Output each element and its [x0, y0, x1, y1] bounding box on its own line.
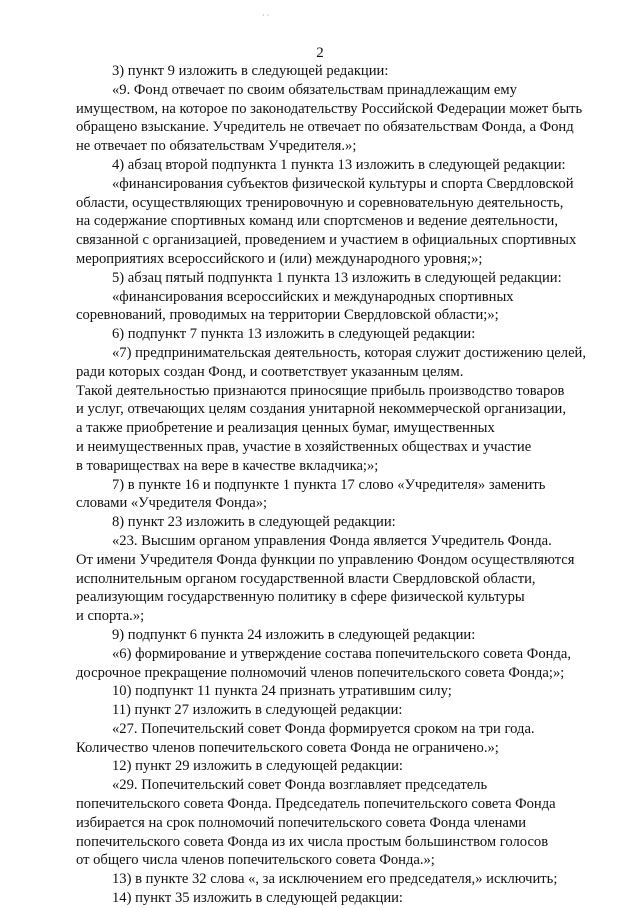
paragraph: «финансирования всероссийских и международных спортивных соревнований, проводимых на территории Свердловской области;»;	[76, 288, 514, 324]
paragraph: 7) в пункте 16 и подпункте 1 пункта 17 слово «Учредителя» заменить словами «Учредителя Фонда»;	[76, 476, 546, 512]
scan-speck: · ·	[262, 11, 270, 20]
paragraph: 14) пункт 35 изложить в следующей редакции:	[112, 890, 403, 907]
paragraph: «7) предпринимательская деятельность, которая служит достижению целей, ради которых создан Фонд, и соответствует указанным целям. Такой деятельностью признаются приносящие прибыль производство товаров и услуг, отвечающих целям создания унитарной некоммерческой организации, а также приобретение и реализация ценных бумаг, имущественных и неимущественных прав, участие в хозяйственных обществах и участие в товариществах на вере в качестве вкладчика;»;	[76, 344, 587, 474]
paragraph: «9. Фонд отвечает по своим обязательствам принадлежащим ему имуществом, на которое по законодательству Российской Федерации может быть обращено взыскание. Учредитель не отвечает по обязательствам Фонда, а Фонд не отвечает по обязательствам Учредителя.»;	[76, 81, 583, 155]
page-number: 2	[316, 45, 324, 61]
paragraph: «29. Попечительский совет Фонда возглавляет председатель попечительского совета Фонда. Председатель попечительского совета Фонда избирается на срок полномочий попечительского совета Фонда членами попечительского совета Фонда из их числа простым большинством голосов от общего числа членов попечительского совета Фонда.»;	[76, 777, 556, 869]
paragraph: 9) подпункт 6 пункта 24 изложить в следующей редакции:	[112, 626, 476, 643]
paragraph: 6) подпункт 7 пункта 13 изложить в следующей редакции:	[112, 326, 476, 343]
paragraph: 13) в пункте 32 слова «, за исключением его председателя,» исключить;	[112, 871, 558, 888]
paragraph: 3) пункт 9 изложить в следующей редакции:	[112, 63, 389, 79]
document-body	[76, 62, 610, 908]
paragraph: «23. Высшим органом управления Фонда является Учредитель Фонда. От имени Учредителя Фонда функции по управлению Фондом осуществляются исполнительным органом государственной власти Свердловской области, реализующим государственную политику в сфере физической культуры и спорта.»;	[76, 532, 575, 625]
paragraph: 12) пункт 29 изложить в следующей редакции:	[112, 758, 403, 775]
paragraph: 11) пункт 27 изложить в следующей редакции:	[112, 702, 403, 719]
paragraph: «27. Попечительский совет Фонда формируется сроком на три года. Количество членов попечительского совета Фонда не ограничено.»;	[76, 720, 535, 756]
paragraph: 4) абзац второй подпункта 1 пункта 13 изложить в следующей редакции:	[112, 156, 566, 173]
paragraph: 10) подпункт 11 пункта 24 признать утратившим силу;	[112, 683, 452, 700]
paragraph: 5) абзац пятый подпункта 1 пункта 13 изложить в следующей редакции:	[112, 269, 562, 286]
paragraph: «6) формирование и утверждение состава попечительского совета Фонда, досрочное прекращение полномочий членов попечительского совета Фонда;»;	[76, 645, 571, 681]
paragraph: «финансирования субъектов физической культуры и спорта Свердловской области, осуществляющих тренировочную и соревновательную деятельность, на содержание спортивных команд или спортсменов и ведение деятельности, связанной с организацией, проведением и участием в официальных спортивных мероприятиях всероссийского и (или) международного уровня;»;	[76, 175, 577, 267]
paragraph: 8) пункт 23 изложить в следующей редакции:	[112, 514, 396, 531]
